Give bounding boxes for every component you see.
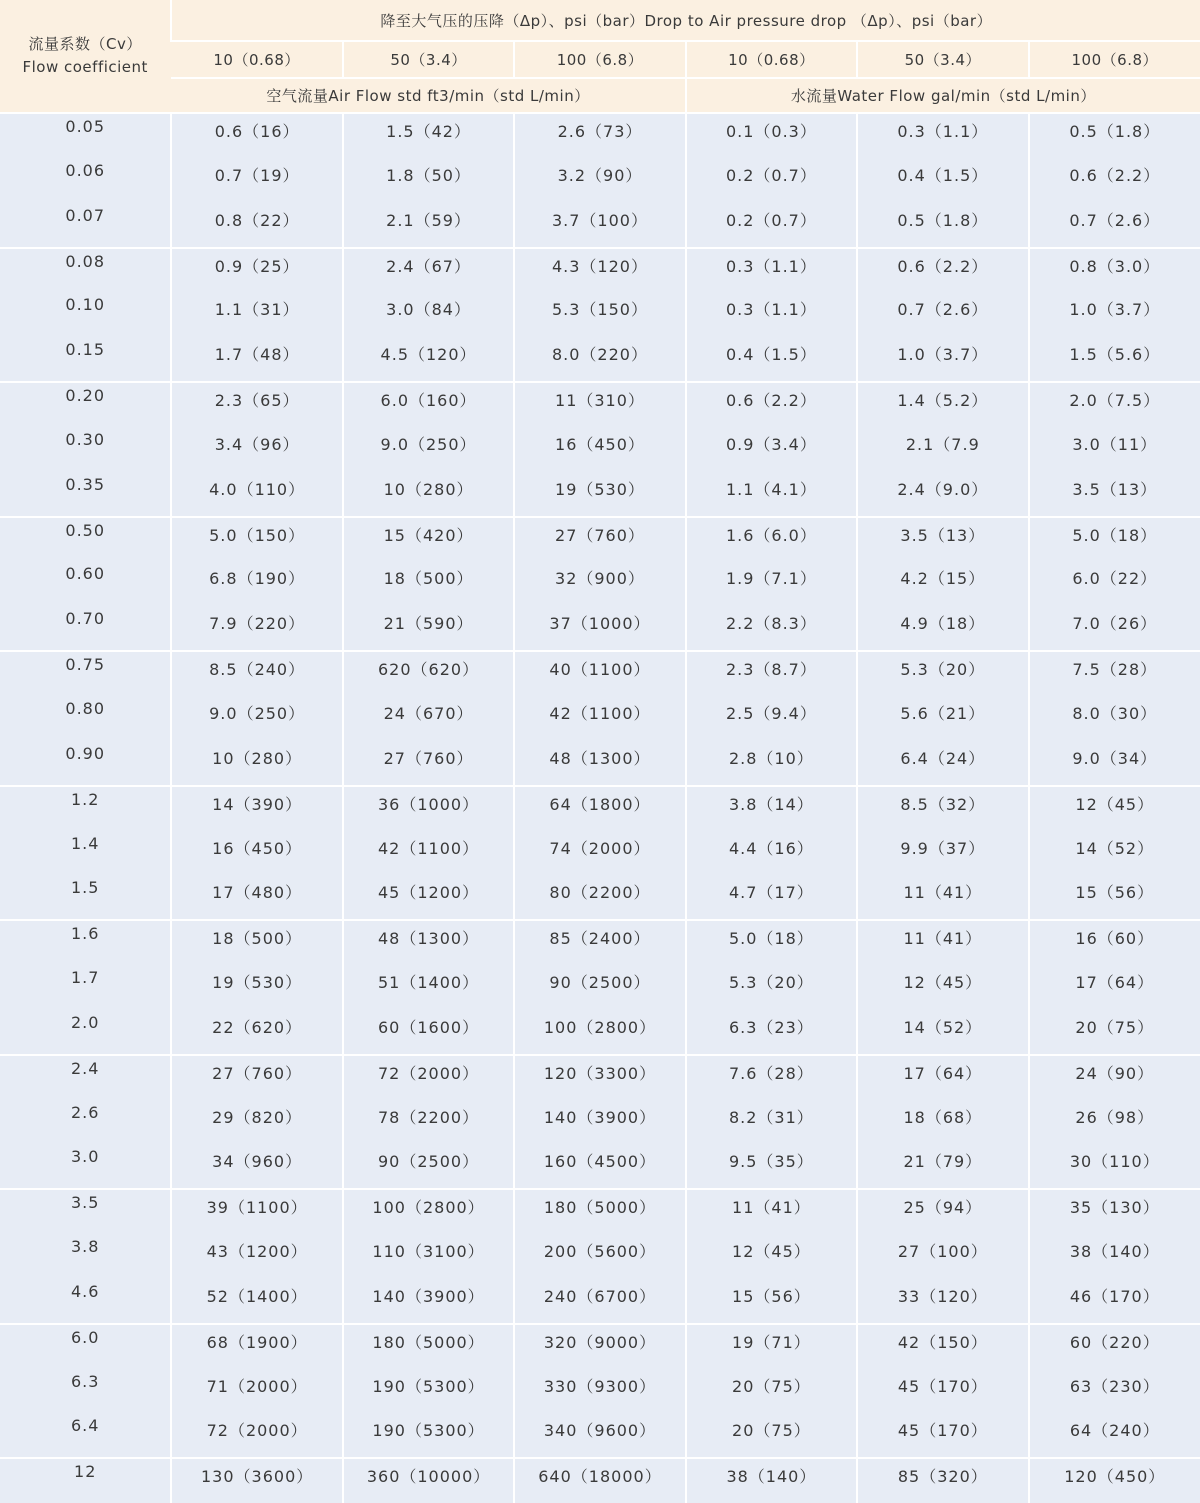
- water-flow-10-cell: 0.2（0.7）: [686, 203, 857, 248]
- air-flow-100-cell: 3.2（90）: [514, 158, 685, 203]
- water-flow-10-cell: 2.2（8.3）: [686, 606, 857, 651]
- table-row: [0, 337, 1200, 382]
- air-flow-50-cell: 78（2200）: [343, 1100, 514, 1145]
- water-flow-50-cell: 25（94）: [857, 1189, 1028, 1234]
- water-flow-100-cell: 30（110）: [1029, 1144, 1200, 1189]
- water-flow-10-cell: 0.3（1.1）: [686, 292, 857, 337]
- water-flow-100-cell: 0.6（2.2）: [1029, 158, 1200, 203]
- air-flow-10-cell: 10（280）: [171, 741, 342, 786]
- pressure-header-air-10: 10（0.68）: [171, 41, 342, 78]
- air-flow-100-cell: 320（9000）: [514, 1324, 685, 1369]
- air-flow-100-cell: 3.7（100）: [514, 203, 685, 248]
- air-flow-10-cell: 7.9（220）: [171, 606, 342, 651]
- water-flow-100-cell: 3.5（13）: [1029, 472, 1200, 517]
- table-row: [0, 1369, 1200, 1414]
- table-row: [0, 606, 1200, 651]
- table-row: [0, 1234, 1200, 1279]
- table-body: [0, 113, 1200, 1503]
- air-flow-10-cell: 18（500）: [171, 920, 342, 965]
- cv-cell: 4.6: [0, 1279, 171, 1324]
- air-flow-10-cell: 9.0（250）: [171, 696, 342, 741]
- water-flow-header: 水流量Water Flow gal/min（std L/min）: [686, 78, 1200, 113]
- air-flow-50-cell: 180（5000）: [343, 1324, 514, 1369]
- cv-cell: 12: [0, 1458, 171, 1503]
- water-flow-10-cell: 9.5（35）: [686, 1144, 857, 1189]
- water-flow-10-cell: 1.9（7.1）: [686, 561, 857, 606]
- water-flow-10-cell: 0.1（0.3）: [686, 113, 857, 158]
- water-flow-10-cell: 6.3（23）: [686, 1010, 857, 1055]
- water-flow-10-cell: 12（45）: [686, 1234, 857, 1279]
- water-flow-100-cell: 38（140）: [1029, 1234, 1200, 1279]
- water-flow-50-cell: 0.5（1.8）: [857, 203, 1028, 248]
- air-flow-10-cell: 17（480）: [171, 875, 342, 920]
- water-flow-10-cell: 7.6（28）: [686, 1055, 857, 1100]
- air-flow-10-cell: 27（760）: [171, 1055, 342, 1100]
- water-flow-10-cell: 1.1（4.1）: [686, 472, 857, 517]
- water-flow-100-cell: 0.7（2.6）: [1029, 203, 1200, 248]
- water-flow-10-cell: 5.3（20）: [686, 965, 857, 1010]
- air-flow-100-cell: 160（4500）: [514, 1144, 685, 1189]
- water-flow-10-cell: 4.7（17）: [686, 875, 857, 920]
- air-flow-50-cell: 140（3900）: [343, 1279, 514, 1324]
- pressure-header-water-10: 10（0.68）: [686, 41, 857, 78]
- water-flow-10-cell: 20（75）: [686, 1369, 857, 1414]
- water-flow-50-cell: 18（68）: [857, 1100, 1028, 1145]
- water-flow-100-cell: 6.0（22）: [1029, 561, 1200, 606]
- air-flow-10-cell: 39（1100）: [171, 1189, 342, 1234]
- air-flow-100-cell: 330（9300）: [514, 1369, 685, 1414]
- air-flow-100-cell: 90（2500）: [514, 965, 685, 1010]
- air-flow-10-cell: 2.3（65）: [171, 382, 342, 427]
- air-flow-10-cell: 0.9（25）: [171, 248, 342, 293]
- air-flow-50-cell: 190（5300）: [343, 1413, 514, 1458]
- water-flow-50-cell: 2.1（7.9: [857, 427, 1028, 472]
- water-flow-100-cell: 7.0（26）: [1029, 606, 1200, 651]
- air-flow-100-cell: 100（2800）: [514, 1010, 685, 1055]
- air-flow-100-cell: 2.6（73）: [514, 113, 685, 158]
- cv-cell: 2.4: [0, 1055, 171, 1100]
- air-flow-100-cell: 85（2400）: [514, 920, 685, 965]
- table-row: [0, 472, 1200, 517]
- air-flow-10-cell: 19（530）: [171, 965, 342, 1010]
- water-flow-10-cell: 0.3（1.1）: [686, 248, 857, 293]
- water-flow-50-cell: 1.4（5.2）: [857, 382, 1028, 427]
- water-flow-100-cell: 24（90）: [1029, 1055, 1200, 1100]
- air-flow-100-cell: 48（1300）: [514, 741, 685, 786]
- cv-cell: 1.5: [0, 875, 171, 920]
- air-flow-50-cell: 15（420）: [343, 517, 514, 562]
- cv-cell: 0.10: [0, 292, 171, 337]
- air-flow-10-cell: 14（390）: [171, 786, 342, 831]
- water-flow-100-cell: 7.5（28）: [1029, 651, 1200, 696]
- table-row: [0, 203, 1200, 248]
- cv-cell: 3.5: [0, 1189, 171, 1234]
- air-flow-10-cell: 0.8（22）: [171, 203, 342, 248]
- air-flow-100-cell: 19（530）: [514, 472, 685, 517]
- air-flow-50-cell: 9.0（250）: [343, 427, 514, 472]
- table-row: [0, 786, 1200, 831]
- air-flow-50-cell: 60（1600）: [343, 1010, 514, 1055]
- air-flow-50-cell: 27（760）: [343, 741, 514, 786]
- water-flow-50-cell: 14（52）: [857, 1010, 1028, 1055]
- air-flow-100-cell: 120（3300）: [514, 1055, 685, 1100]
- water-flow-100-cell: 1.5（5.6）: [1029, 337, 1200, 382]
- cv-cell: 0.08: [0, 248, 171, 293]
- water-flow-100-cell: 64（240）: [1029, 1413, 1200, 1458]
- air-flow-100-cell: 4.3（120）: [514, 248, 685, 293]
- water-flow-50-cell: 12（45）: [857, 965, 1028, 1010]
- air-flow-100-cell: 37（1000）: [514, 606, 685, 651]
- table-header: [0, 0, 1200, 113]
- cv-cell: 2.0: [0, 1010, 171, 1055]
- water-flow-100-cell: 1.0（3.7）: [1029, 292, 1200, 337]
- pressure-drop-title: 降至大气压的压降（Δp）、psi（bar）Drop to Air pressure drop （Δp）、psi（bar）: [171, 0, 1200, 41]
- water-flow-50-cell: 4.9（18）: [857, 606, 1028, 651]
- water-flow-50-cell: 17（64）: [857, 1055, 1028, 1100]
- water-flow-100-cell: 46（170）: [1029, 1279, 1200, 1324]
- air-flow-10-cell: 22（620）: [171, 1010, 342, 1055]
- air-flow-10-cell: 5.0（150）: [171, 517, 342, 562]
- air-flow-header: 空气流量Air Flow std ft3/min（std L/min）: [171, 78, 685, 113]
- water-flow-100-cell: 2.0（7.5）: [1029, 382, 1200, 427]
- air-flow-50-cell: 6.0（160）: [343, 382, 514, 427]
- water-flow-10-cell: 1.6（6.0）: [686, 517, 857, 562]
- table-row: [0, 875, 1200, 920]
- air-flow-10-cell: 130（3600）: [171, 1458, 342, 1503]
- cv-label-en: Flow coefficient: [22, 58, 148, 76]
- air-flow-10-cell: 72（2000）: [171, 1413, 342, 1458]
- water-flow-100-cell: 60（220）: [1029, 1324, 1200, 1369]
- air-flow-100-cell: 240（6700）: [514, 1279, 685, 1324]
- water-flow-50-cell: 5.3（20）: [857, 651, 1028, 696]
- air-flow-50-cell: 51（1400）: [343, 965, 514, 1010]
- air-flow-100-cell: 16（450）: [514, 427, 685, 472]
- cv-cell: 0.90: [0, 741, 171, 786]
- cv-cell: 6.0: [0, 1324, 171, 1369]
- air-flow-100-cell: 27（760）: [514, 517, 685, 562]
- cv-cell: 0.75: [0, 651, 171, 696]
- cv-cell: 0.60: [0, 561, 171, 606]
- air-flow-10-cell: 16（450）: [171, 831, 342, 876]
- pressure-header-air-50: 50（3.4）: [343, 41, 514, 78]
- air-flow-100-cell: 8.0（220）: [514, 337, 685, 382]
- air-flow-10-cell: 52（1400）: [171, 1279, 342, 1324]
- cv-cell: 0.20: [0, 382, 171, 427]
- air-flow-10-cell: 68（1900）: [171, 1324, 342, 1369]
- air-flow-50-cell: 3.0（84）: [343, 292, 514, 337]
- air-flow-10-cell: 1.7（48）: [171, 337, 342, 382]
- water-flow-100-cell: 120（450）: [1029, 1458, 1200, 1503]
- water-flow-50-cell: 1.0（3.7）: [857, 337, 1028, 382]
- air-flow-100-cell: 32（900）: [514, 561, 685, 606]
- water-flow-100-cell: 8.0（30）: [1029, 696, 1200, 741]
- water-flow-50-cell: 8.5（32）: [857, 786, 1028, 831]
- air-flow-50-cell: 90（2500）: [343, 1144, 514, 1189]
- table-row: [0, 1413, 1200, 1458]
- air-flow-100-cell: 200（5600）: [514, 1234, 685, 1279]
- water-flow-10-cell: 4.4（16）: [686, 831, 857, 876]
- water-flow-50-cell: 11（41）: [857, 875, 1028, 920]
- pressure-header-air-100: 100（6.8）: [514, 41, 685, 78]
- table-row: [0, 1100, 1200, 1145]
- water-flow-100-cell: 12（45）: [1029, 786, 1200, 831]
- water-flow-50-cell: 0.3（1.1）: [857, 113, 1028, 158]
- air-flow-10-cell: 6.8（190）: [171, 561, 342, 606]
- air-flow-10-cell: 34（960）: [171, 1144, 342, 1189]
- air-flow-50-cell: 110（3100）: [343, 1234, 514, 1279]
- water-flow-100-cell: 0.5（1.8）: [1029, 113, 1200, 158]
- air-flow-10-cell: 0.6（16）: [171, 113, 342, 158]
- water-flow-10-cell: 19（71）: [686, 1324, 857, 1369]
- table-row: [0, 831, 1200, 876]
- cv-cell: 0.35: [0, 472, 171, 517]
- water-flow-100-cell: 15（56）: [1029, 875, 1200, 920]
- table-row: [0, 427, 1200, 472]
- cv-cell: 6.3: [0, 1369, 171, 1414]
- pressure-header-water-50: 50（3.4）: [857, 41, 1028, 78]
- air-flow-50-cell: 45（1200）: [343, 875, 514, 920]
- cv-cell: 3.8: [0, 1234, 171, 1279]
- table-row: [0, 561, 1200, 606]
- table-row: [0, 696, 1200, 741]
- air-flow-50-cell: 24（670）: [343, 696, 514, 741]
- pressure-header-water-100: 100（6.8）: [1029, 41, 1200, 78]
- air-flow-50-cell: 18（500）: [343, 561, 514, 606]
- air-flow-10-cell: 8.5（240）: [171, 651, 342, 696]
- water-flow-100-cell: 16（60）: [1029, 920, 1200, 965]
- water-flow-50-cell: 6.4（24）: [857, 741, 1028, 786]
- air-flow-50-cell: 190（5300）: [343, 1369, 514, 1414]
- table-row: [0, 965, 1200, 1010]
- table-row: [0, 1279, 1200, 1324]
- air-flow-50-cell: 21（590）: [343, 606, 514, 651]
- table-row: [0, 1324, 1200, 1369]
- air-flow-50-cell: 2.4（67）: [343, 248, 514, 293]
- cv-cell: 0.07: [0, 203, 171, 248]
- cv-cell: 2.6: [0, 1100, 171, 1145]
- air-flow-100-cell: 74（2000）: [514, 831, 685, 876]
- water-flow-50-cell: 0.7（2.6）: [857, 292, 1028, 337]
- water-flow-100-cell: 17（64）: [1029, 965, 1200, 1010]
- water-flow-50-cell: 5.6（21）: [857, 696, 1028, 741]
- air-flow-50-cell: 620（620）: [343, 651, 514, 696]
- water-flow-10-cell: 2.3（8.7）: [686, 651, 857, 696]
- cv-cell: 0.50: [0, 517, 171, 562]
- water-flow-100-cell: 63（230）: [1029, 1369, 1200, 1414]
- air-flow-10-cell: 1.1（31）: [171, 292, 342, 337]
- air-flow-50-cell: 48（1300）: [343, 920, 514, 965]
- air-flow-50-cell: 2.1（59）: [343, 203, 514, 248]
- water-flow-50-cell: 9.9（37）: [857, 831, 1028, 876]
- air-flow-50-cell: 72（2000）: [343, 1055, 514, 1100]
- air-flow-50-cell: 4.5（120）: [343, 337, 514, 382]
- water-flow-50-cell: 4.2（15）: [857, 561, 1028, 606]
- water-flow-50-cell: 85（320）: [857, 1458, 1028, 1503]
- air-flow-50-cell: 360（10000）: [343, 1458, 514, 1503]
- air-flow-50-cell: 36（1000）: [343, 786, 514, 831]
- cv-cell: 0.15: [0, 337, 171, 382]
- water-flow-10-cell: 20（75）: [686, 1413, 857, 1458]
- water-flow-50-cell: 3.5（13）: [857, 517, 1028, 562]
- cv-label-cn: 流量系数（Cv）: [28, 35, 142, 53]
- water-flow-50-cell: 42（150）: [857, 1324, 1028, 1369]
- table-row: [0, 651, 1200, 696]
- table-row: [0, 113, 1200, 158]
- air-flow-100-cell: 140（3900）: [514, 1100, 685, 1145]
- air-flow-100-cell: 340（9600）: [514, 1413, 685, 1458]
- air-flow-10-cell: 3.4（96）: [171, 427, 342, 472]
- water-flow-100-cell: 0.8（3.0）: [1029, 248, 1200, 293]
- air-flow-10-cell: 29（820）: [171, 1100, 342, 1145]
- water-flow-50-cell: 33（120）: [857, 1279, 1028, 1324]
- water-flow-10-cell: 5.0（18）: [686, 920, 857, 965]
- air-flow-100-cell: 5.3（150）: [514, 292, 685, 337]
- water-flow-100-cell: 14（52）: [1029, 831, 1200, 876]
- air-flow-50-cell: 42（1100）: [343, 831, 514, 876]
- cv-cell: 1.7: [0, 965, 171, 1010]
- cv-cell: 0.30: [0, 427, 171, 472]
- cv-cell: 1.2: [0, 786, 171, 831]
- table-row: [0, 292, 1200, 337]
- water-flow-50-cell: 0.6（2.2）: [857, 248, 1028, 293]
- water-flow-10-cell: 0.2（0.7）: [686, 158, 857, 203]
- cv-column-header: [0, 0, 171, 113]
- water-flow-50-cell: 0.4（1.5）: [857, 158, 1028, 203]
- cv-cell: 0.05: [0, 113, 171, 158]
- air-flow-100-cell: 640（18000）: [514, 1458, 685, 1503]
- water-flow-10-cell: 11（41）: [686, 1189, 857, 1234]
- water-flow-10-cell: 0.9（3.4）: [686, 427, 857, 472]
- water-flow-100-cell: 20（75）: [1029, 1010, 1200, 1055]
- water-flow-10-cell: 2.5（9.4）: [686, 696, 857, 741]
- table-row: [0, 1055, 1200, 1100]
- water-flow-50-cell: 45（170）: [857, 1369, 1028, 1414]
- table-row: [0, 741, 1200, 786]
- table-row: [0, 1144, 1200, 1189]
- water-flow-10-cell: 3.8（14）: [686, 786, 857, 831]
- table-row: [0, 248, 1200, 293]
- air-flow-50-cell: 1.5（42）: [343, 113, 514, 158]
- cv-cell: 1.6: [0, 920, 171, 965]
- table-row: [0, 158, 1200, 203]
- table-row: [0, 517, 1200, 562]
- water-flow-10-cell: 2.8（10）: [686, 741, 857, 786]
- air-flow-10-cell: 43（1200）: [171, 1234, 342, 1279]
- water-flow-10-cell: 0.6（2.2）: [686, 382, 857, 427]
- cv-cell: 0.70: [0, 606, 171, 651]
- table-row: [0, 382, 1200, 427]
- table-row: [0, 920, 1200, 965]
- cv-cell: 0.06: [0, 158, 171, 203]
- air-flow-100-cell: 80（2200）: [514, 875, 685, 920]
- cv-cell: 6.4: [0, 1413, 171, 1458]
- water-flow-100-cell: 26（98）: [1029, 1100, 1200, 1145]
- air-flow-10-cell: 0.7（19）: [171, 158, 342, 203]
- water-flow-10-cell: 0.4（1.5）: [686, 337, 857, 382]
- water-flow-50-cell: 11（41）: [857, 920, 1028, 965]
- water-flow-50-cell: 45（170）: [857, 1413, 1028, 1458]
- air-flow-10-cell: 4.0（110）: [171, 472, 342, 517]
- cv-cell: 3.0: [0, 1144, 171, 1189]
- air-flow-100-cell: 64（1800）: [514, 786, 685, 831]
- water-flow-10-cell: 38（140）: [686, 1458, 857, 1503]
- air-flow-100-cell: 40（1100）: [514, 651, 685, 696]
- cv-cell: 0.80: [0, 696, 171, 741]
- air-flow-50-cell: 10（280）: [343, 472, 514, 517]
- water-flow-10-cell: 15（56）: [686, 1279, 857, 1324]
- water-flow-50-cell: 21（79）: [857, 1144, 1028, 1189]
- air-flow-50-cell: 100（2800）: [343, 1189, 514, 1234]
- cv-cell: 1.4: [0, 831, 171, 876]
- air-flow-100-cell: 11（310）: [514, 382, 685, 427]
- air-flow-100-cell: 42（1100）: [514, 696, 685, 741]
- water-flow-10-cell: 8.2（31）: [686, 1100, 857, 1145]
- air-flow-100-cell: 180（5000）: [514, 1189, 685, 1234]
- water-flow-100-cell: 35（130）: [1029, 1189, 1200, 1234]
- water-flow-50-cell: 2.4（9.0）: [857, 472, 1028, 517]
- water-flow-100-cell: 9.0（34）: [1029, 741, 1200, 786]
- air-flow-50-cell: 1.8（50）: [343, 158, 514, 203]
- table-row: [0, 1458, 1200, 1503]
- air-flow-10-cell: 71（2000）: [171, 1369, 342, 1414]
- table-row: [0, 1010, 1200, 1055]
- water-flow-100-cell: 3.0（11）: [1029, 427, 1200, 472]
- water-flow-50-cell: 27（100）: [857, 1234, 1028, 1279]
- table-row: [0, 1189, 1200, 1234]
- water-flow-100-cell: 5.0（18）: [1029, 517, 1200, 562]
